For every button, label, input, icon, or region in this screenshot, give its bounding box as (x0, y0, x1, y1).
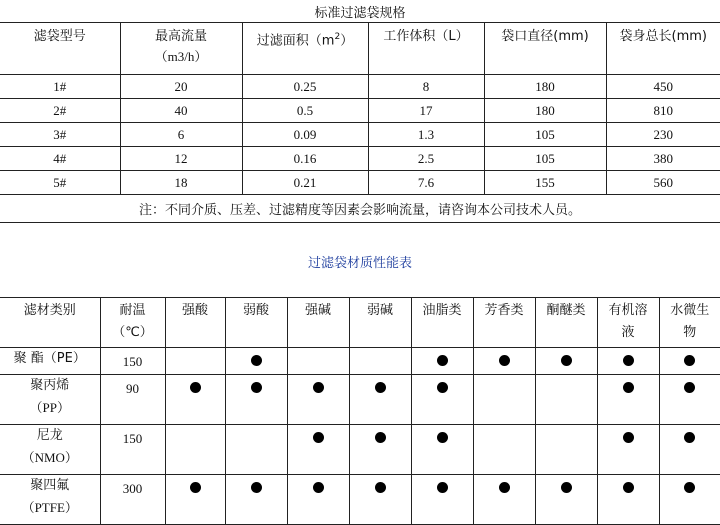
resistance-cell (349, 348, 411, 375)
spec-row (0, 171, 720, 195)
material-row (0, 425, 720, 475)
resistance-cell (349, 375, 411, 425)
resistance-cell (225, 475, 287, 525)
material-table (0, 297, 720, 525)
resistant-dot-icon (313, 432, 324, 443)
spec-cell: 1# (0, 75, 120, 99)
spec-cell: 810 (606, 99, 720, 123)
resistance-cell (659, 348, 720, 375)
header-strong-acid: 强酸 (165, 298, 225, 348)
temp-value: 150 (122, 431, 143, 446)
resistant-dot-icon (375, 482, 386, 493)
spec-cell: 380 (606, 147, 720, 171)
resistant-dot-icon (437, 482, 448, 493)
spec-row (0, 123, 720, 147)
spec-cell: 105 (484, 147, 606, 171)
resistant-dot-icon (623, 355, 634, 366)
spec-cell: 18 (120, 171, 242, 195)
resistance-cell (287, 425, 349, 475)
divider (0, 222, 720, 223)
header-filter-area: 过滤面积$(m^2)$ (242, 23, 368, 75)
resistance-cell (225, 348, 287, 375)
resistance-cell (411, 375, 473, 425)
header-weak-acid: 弱酸 (225, 298, 287, 348)
resistant-dot-icon (190, 382, 201, 393)
header-microorganisms: 水微生 物 (659, 298, 720, 348)
temp-cell (100, 375, 165, 425)
spec-cell: 4# (0, 147, 120, 171)
material-name-cell (0, 425, 100, 475)
material-code: （PTFE） (21, 500, 78, 515)
resistant-dot-icon (561, 355, 572, 366)
spec-cell: 20 (120, 75, 242, 99)
temp-cell (100, 348, 165, 375)
spec-table (0, 22, 720, 195)
temp-value: 150 (122, 354, 143, 369)
material-name-cell (0, 348, 100, 375)
spec-cell: 450 (606, 75, 720, 99)
resistance-cell (597, 425, 659, 475)
resistance-cell (597, 475, 659, 525)
resistant-dot-icon (375, 382, 386, 393)
temp-cell (100, 425, 165, 475)
resistant-dot-icon (375, 432, 386, 443)
resistant-dot-icon (623, 382, 634, 393)
resistant-dot-icon (251, 482, 262, 493)
spec-cell: 180 (484, 99, 606, 123)
spec-row (0, 147, 720, 171)
header-model: 滤袋型号 (0, 23, 120, 75)
resistance-cell (535, 348, 597, 375)
resistant-dot-icon (623, 482, 634, 493)
resistance-cell (165, 375, 225, 425)
material-name: 聚丙烯 (30, 378, 70, 393)
header-mouth-diameter: 袋口直径(mm) (484, 23, 606, 75)
spec-cell: 2.5 (368, 147, 484, 171)
spec-cell: 0.09 (242, 123, 368, 147)
resistance-cell (597, 375, 659, 425)
header-work-volume: 工作体积（L） (368, 23, 484, 75)
spec-cell: 155 (484, 171, 606, 195)
spec-cell: 40 (120, 99, 242, 123)
header-temp: 耐温 （℃） (100, 298, 165, 348)
resistance-cell (411, 475, 473, 525)
spec-cell: 6 (120, 123, 242, 147)
resistance-cell (473, 425, 535, 475)
resistance-cell (165, 475, 225, 525)
resistance-cell (535, 425, 597, 475)
resistance-cell (287, 375, 349, 425)
resistant-dot-icon (561, 482, 572, 493)
resistance-cell (597, 348, 659, 375)
spec-note: 注：不同介质、压差、过滤精度等因素会影响流量，请咨询本公司技术人员。 (138, 203, 581, 218)
header-organic-solvents: 有机溶 液 (597, 298, 659, 348)
material-row (0, 348, 720, 375)
resistant-dot-icon (499, 482, 510, 493)
material-name: 尼龙 (36, 428, 63, 443)
resistance-cell (411, 425, 473, 475)
header-weak-base: 弱碱 (349, 298, 411, 348)
resistance-cell (165, 425, 225, 475)
spec-cell: 230 (606, 123, 720, 147)
resistance-cell (287, 348, 349, 375)
spec-table-title: 标准过滤袋规格 (314, 6, 406, 21)
resistant-dot-icon (499, 355, 510, 366)
resistance-cell (225, 375, 287, 425)
spec-cell: 0.21 (242, 171, 368, 195)
spec-cell: 17 (368, 99, 484, 123)
resistance-cell (659, 475, 720, 525)
resistant-dot-icon (437, 355, 448, 366)
resistance-cell (349, 425, 411, 475)
spec-row (0, 99, 720, 123)
spec-cell: 0.25 (242, 75, 368, 99)
resistant-dot-icon (684, 382, 695, 393)
resistance-cell (535, 475, 597, 525)
resistant-dot-icon (251, 382, 262, 393)
resistance-cell (473, 375, 535, 425)
spec-cell: 7.6 (368, 171, 484, 195)
spec-cell: 3# (0, 123, 120, 147)
resistance-cell (659, 425, 720, 475)
resistant-dot-icon (251, 355, 262, 366)
resistance-cell (165, 348, 225, 375)
spec-cell: 180 (484, 75, 606, 99)
spec-cell: 0.5 (242, 99, 368, 123)
resistant-dot-icon (313, 482, 324, 493)
spec-row (0, 75, 720, 99)
material-name-cell (0, 375, 100, 425)
resistance-cell (535, 375, 597, 425)
header-max-flow: 最高流量 （m3/h） (120, 23, 242, 75)
spec-cell: 2# (0, 99, 120, 123)
resistant-dot-icon (684, 482, 695, 493)
material-row (0, 475, 720, 525)
resistant-dot-icon (684, 432, 695, 443)
resistant-dot-icon (313, 382, 324, 393)
material-row (0, 375, 720, 425)
resistance-cell (473, 475, 535, 525)
resistance-cell (349, 475, 411, 525)
temp-value: 300 (122, 481, 143, 496)
header-oils: 油脂类 (411, 298, 473, 348)
resistance-cell (659, 375, 720, 425)
spec-header-row (0, 23, 720, 75)
resistance-cell (225, 425, 287, 475)
material-name: 聚 酯（PE） (13, 351, 86, 366)
material-code: （PP） (29, 400, 70, 415)
material-code: （NMO） (21, 450, 78, 465)
resistant-dot-icon (437, 382, 448, 393)
resistant-dot-icon (623, 432, 634, 443)
resistance-cell (473, 348, 535, 375)
temp-value: 90 (126, 381, 139, 396)
resistant-dot-icon (437, 432, 448, 443)
temp-cell (100, 475, 165, 525)
spec-cell: 8 (368, 75, 484, 99)
spec-cell: 5# (0, 171, 120, 195)
spec-cell: 105 (484, 123, 606, 147)
spec-cell: 0.16 (242, 147, 368, 171)
resistant-dot-icon (684, 355, 695, 366)
header-ketones-ethers: 酮醚类 (535, 298, 597, 348)
material-table-title: 过滤袋材质性能表 (307, 256, 412, 271)
spec-cell: 560 (606, 171, 720, 195)
resistant-dot-icon (190, 482, 201, 493)
resistance-cell (411, 348, 473, 375)
material-name-cell (0, 475, 100, 525)
resistance-cell (287, 475, 349, 525)
material-header-row (0, 298, 720, 348)
header-material: 滤材类别 (0, 298, 100, 348)
header-body-length: 袋身总长(mm) (606, 23, 720, 75)
header-aromatics: 芳香类 (473, 298, 535, 348)
spec-cell: 12 (120, 147, 242, 171)
material-name: 聚四氟 (30, 478, 70, 493)
header-strong-base: 强碱 (287, 298, 349, 348)
spec-cell: 1.3 (368, 123, 484, 147)
